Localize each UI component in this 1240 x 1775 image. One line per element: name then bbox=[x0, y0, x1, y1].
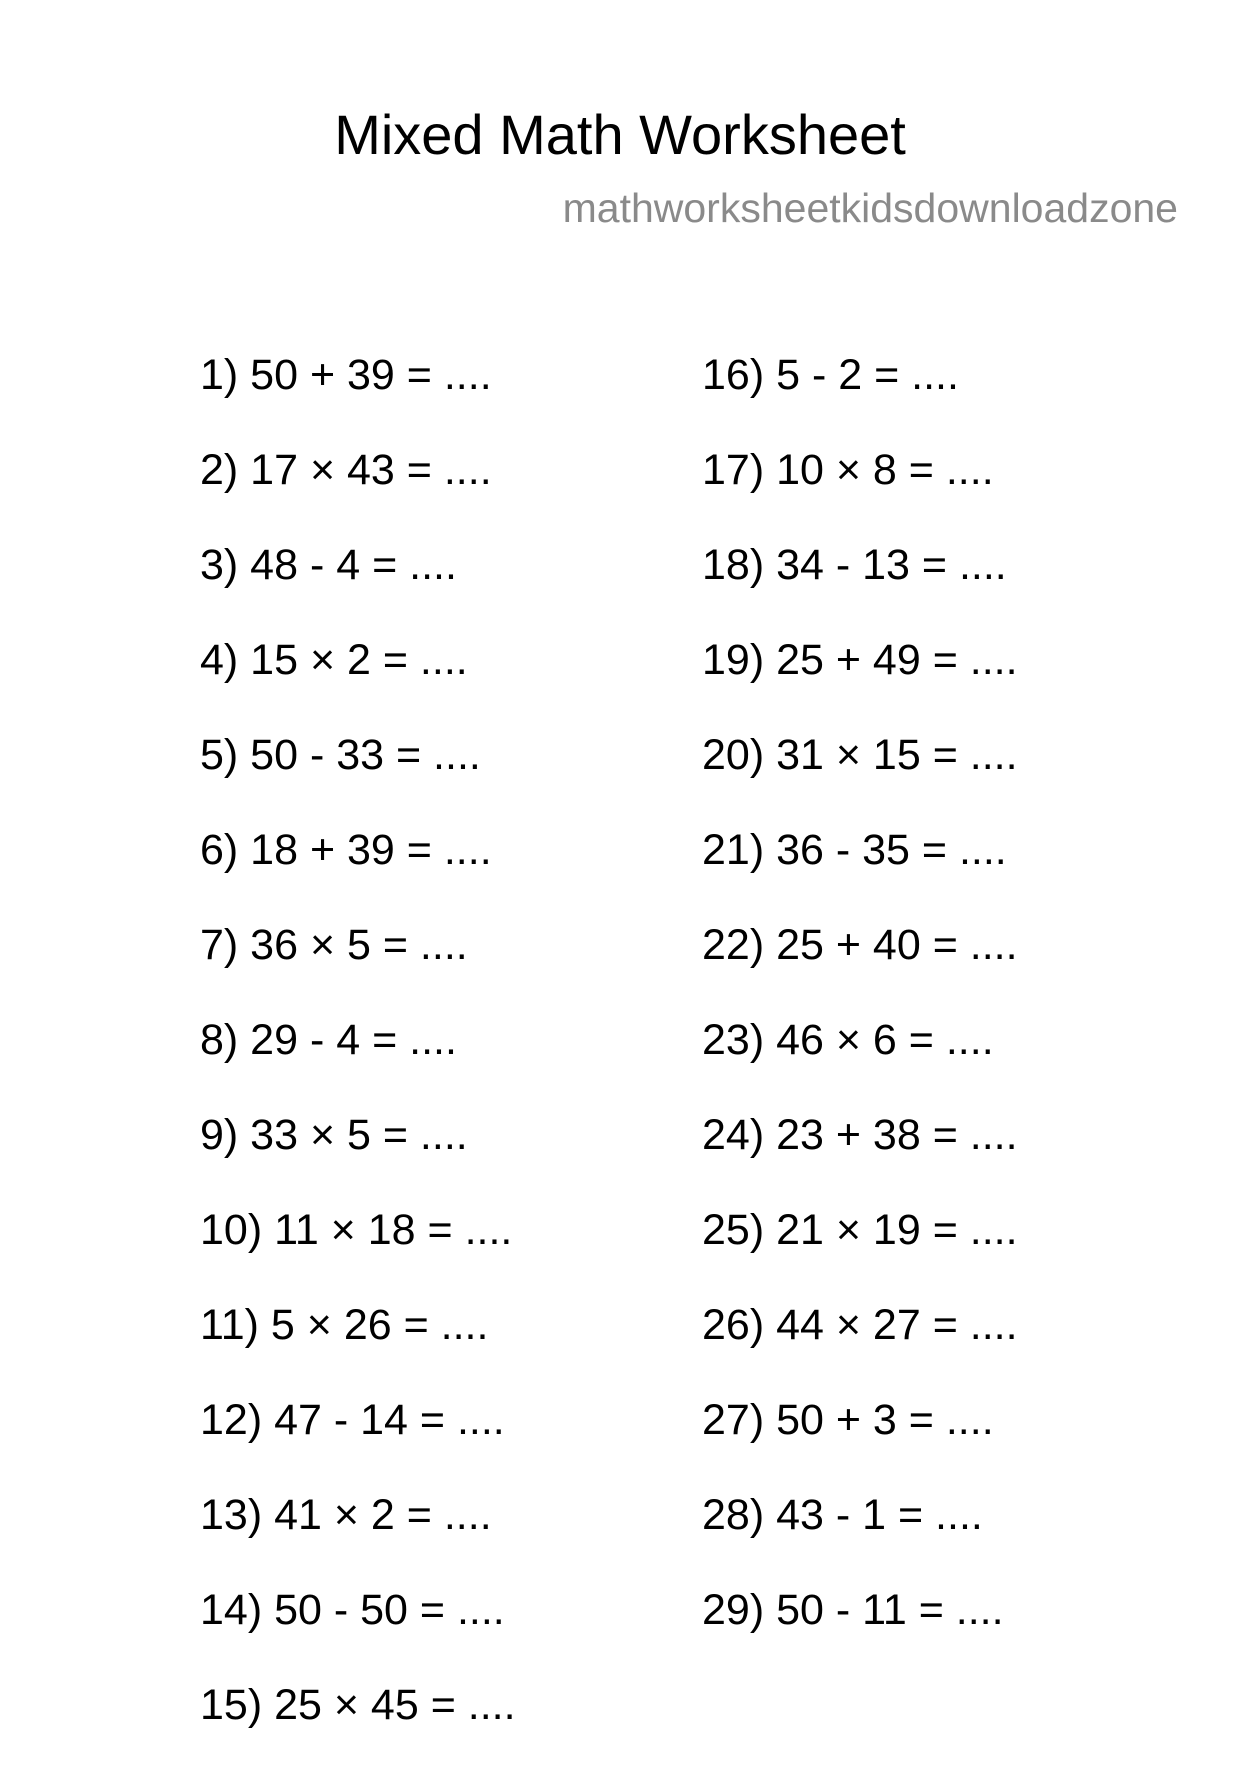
problem-8: 8) 29 - 4 = .... bbox=[200, 1016, 457, 1064]
problem-23: 23) 46 × 6 = .... bbox=[702, 1016, 994, 1064]
problem-27: 27) 50 + 3 = .... bbox=[702, 1396, 994, 1444]
problem-11: 11) 5 × 26 = .... bbox=[200, 1301, 489, 1349]
problem-16: 16) 5 - 2 = .... bbox=[702, 351, 959, 399]
problem-9: 9) 33 × 5 = .... bbox=[200, 1111, 468, 1159]
watermark-text: mathworksheetkidsdownloadzone bbox=[562, 185, 1178, 231]
problem-10: 10) 11 × 18 = .... bbox=[200, 1206, 513, 1254]
problem-24: 24) 23 + 38 = .... bbox=[702, 1111, 1018, 1159]
problem-22: 22) 25 + 40 = .... bbox=[702, 921, 1018, 969]
problem-17: 17) 10 × 8 = .... bbox=[702, 446, 994, 494]
problem-7: 7) 36 × 5 = .... bbox=[200, 921, 468, 969]
problem-21: 21) 36 - 35 = .... bbox=[702, 826, 1007, 874]
problem-5: 5) 50 - 33 = .... bbox=[200, 731, 481, 779]
worksheet-title: Mixed Math Worksheet bbox=[334, 103, 906, 166]
problem-13: 13) 41 × 2 = .... bbox=[200, 1491, 492, 1539]
problem-4: 4) 15 × 2 = .... bbox=[200, 636, 468, 684]
problem-28: 28) 43 - 1 = .... bbox=[702, 1491, 983, 1539]
problem-1: 1) 50 + 39 = .... bbox=[200, 351, 492, 399]
problem-12: 12) 47 - 14 = .... bbox=[200, 1396, 505, 1444]
problem-14: 14) 50 - 50 = .... bbox=[200, 1586, 505, 1634]
problem-15: 15) 25 × 45 = .... bbox=[200, 1681, 516, 1729]
problem-20: 20) 31 × 15 = .... bbox=[702, 731, 1018, 779]
problem-26: 26) 44 × 27 = .... bbox=[702, 1301, 1018, 1349]
problem-19: 19) 25 + 49 = .... bbox=[702, 636, 1018, 684]
problem-column-right bbox=[702, 350, 1018, 1680]
problem-6: 6) 18 + 39 = .... bbox=[200, 826, 492, 874]
problem-25: 25) 21 × 19 = .... bbox=[702, 1206, 1018, 1254]
problem-3: 3) 48 - 4 = .... bbox=[200, 541, 457, 589]
problem-18: 18) 34 - 13 = .... bbox=[702, 541, 1007, 589]
problem-column-left bbox=[200, 350, 516, 1775]
problem-29: 29) 50 - 11 = .... bbox=[702, 1586, 1004, 1634]
problem-2: 2) 17 × 43 = .... bbox=[200, 446, 492, 494]
